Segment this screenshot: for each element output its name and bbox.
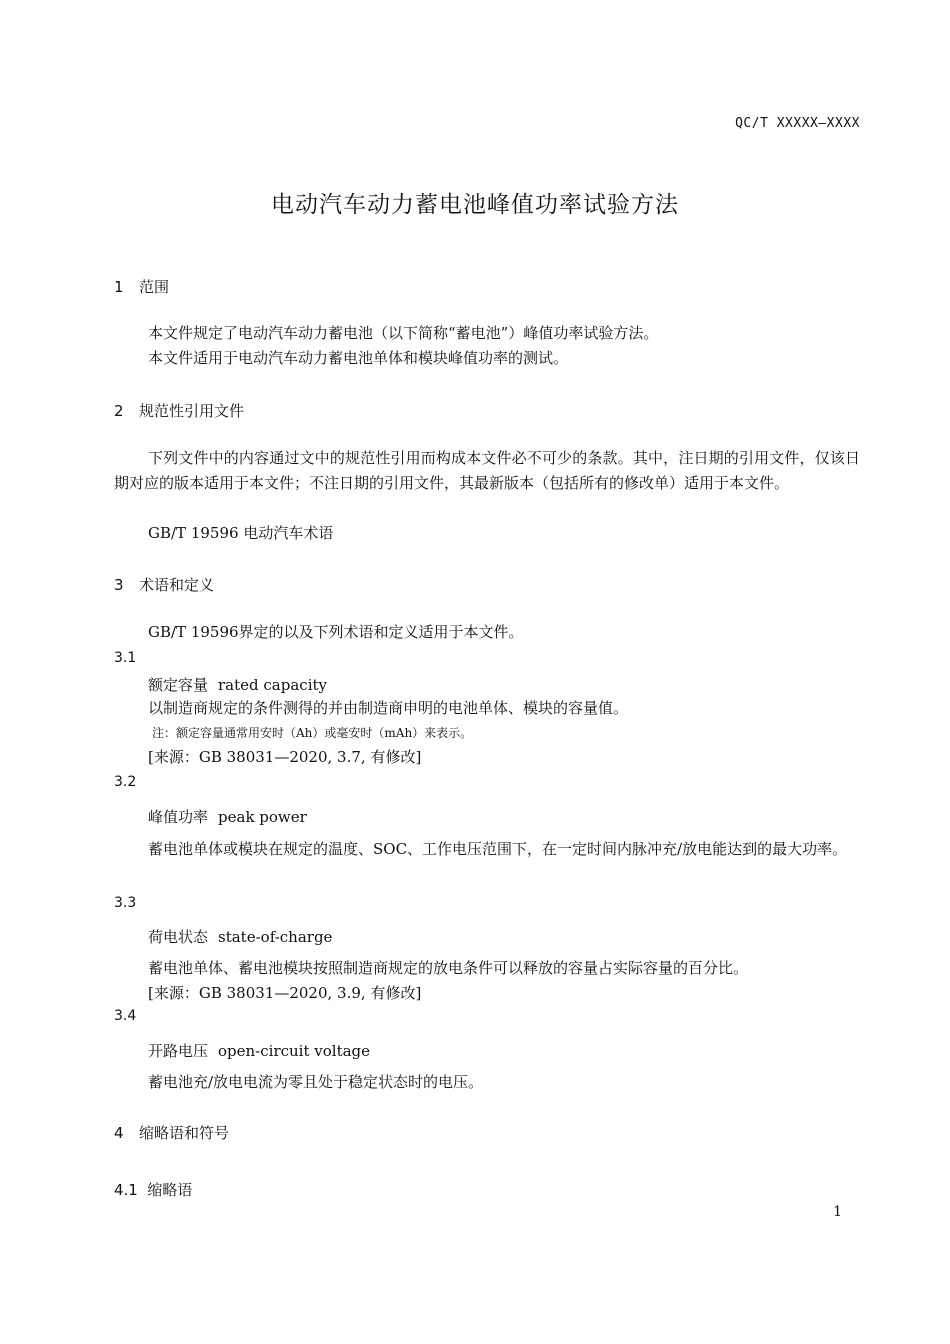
document-title: 电动汽车动力蓄电池峰值功率试验方法	[271, 192, 679, 218]
term-english: rated capacity	[218, 676, 327, 694]
term-definition: 蓄电池单体或模块在规定的温度、SOC、工作电压范围下，在一定时间内脉冲充/放电能达到的最大功率。	[148, 840, 848, 858]
term-definition: 蓄电池充/放电电流为零且处于稳定状态时的电压。	[148, 1073, 484, 1091]
source-reference: [来源：GB 38031—2020, 3.7, 有修改]	[148, 748, 422, 766]
term-chinese: 开路电压	[148, 1042, 209, 1060]
document-code: QC/T XXXXX—XXXX	[735, 116, 860, 131]
section-title: 规范性引用文件	[139, 402, 245, 420]
section-title: 缩略语和符号	[139, 1124, 230, 1142]
reference-item: GB/T 19596 电动汽车术语	[148, 524, 334, 542]
page-number: 1	[833, 1204, 842, 1220]
subsection-heading-abbreviations: 4.1 缩略语	[114, 1181, 193, 1199]
section-number: 3	[114, 576, 124, 594]
section-heading-normative-references	[114, 400, 244, 421]
clause-number: 3.2	[114, 774, 137, 790]
section-number: 2	[114, 402, 124, 420]
term-definition: 以制造商规定的条件测得的并由制造商申明的电池单体、模块的容量值。	[148, 699, 629, 717]
clause-number: 3.1	[114, 650, 137, 666]
paragraph: GB/T 19596界定的以及下列术语和定义适用于本文件。	[148, 623, 524, 641]
section-title: 术语和定义	[139, 576, 215, 594]
term-chinese: 峰值功率	[148, 808, 209, 826]
term-entry	[148, 674, 327, 695]
term-entry	[148, 806, 307, 827]
term-entry	[148, 1040, 370, 1061]
source-reference: [来源：GB 38031—2020, 3.9, 有修改]	[148, 984, 422, 1002]
term-definition: 蓄电池单体、蓄电池模块按照制造商规定的放电条件可以释放的容量占实际容量的百分比。	[148, 959, 749, 977]
term-english: open-circuit voltage	[218, 1042, 371, 1060]
section-number: 4	[114, 1124, 124, 1142]
section-number: 1	[114, 278, 124, 296]
section-title: 范围	[139, 278, 170, 296]
term-chinese: 额定容量	[148, 676, 209, 694]
note: 注：额定容量通常用安时（Ah）或毫安时（mAh）来表示。	[152, 726, 473, 740]
clause-number: 3.3	[114, 895, 137, 911]
term-entry	[148, 926, 332, 947]
paragraph: 本文件规定了电动汽车动力蓄电池（以下简称“蓄电池”）峰值功率试验方法。	[148, 324, 659, 342]
clause-number: 3.4	[114, 1008, 137, 1024]
term-english: peak power	[218, 808, 307, 826]
paragraph: 本文件适用于电动汽车动力蓄电池单体和模块峰值功率的测试。	[148, 349, 569, 367]
section-heading-abbreviations	[114, 1122, 229, 1143]
term-chinese: 荷电状态	[148, 928, 209, 946]
term-english: state-of-charge	[218, 928, 333, 946]
section-heading-terms-definitions	[114, 574, 214, 595]
section-heading-scope	[114, 276, 169, 297]
paragraph: 下列文件中的内容通过文中的规范性引用而构成本文件必不可少的条款。其中，注日期的引用文件，仅该日期对应的版本适用于本文件；不注日期的引用文件，其最新版本（包括所有的修改单）适用于本文件。	[114, 449, 860, 492]
